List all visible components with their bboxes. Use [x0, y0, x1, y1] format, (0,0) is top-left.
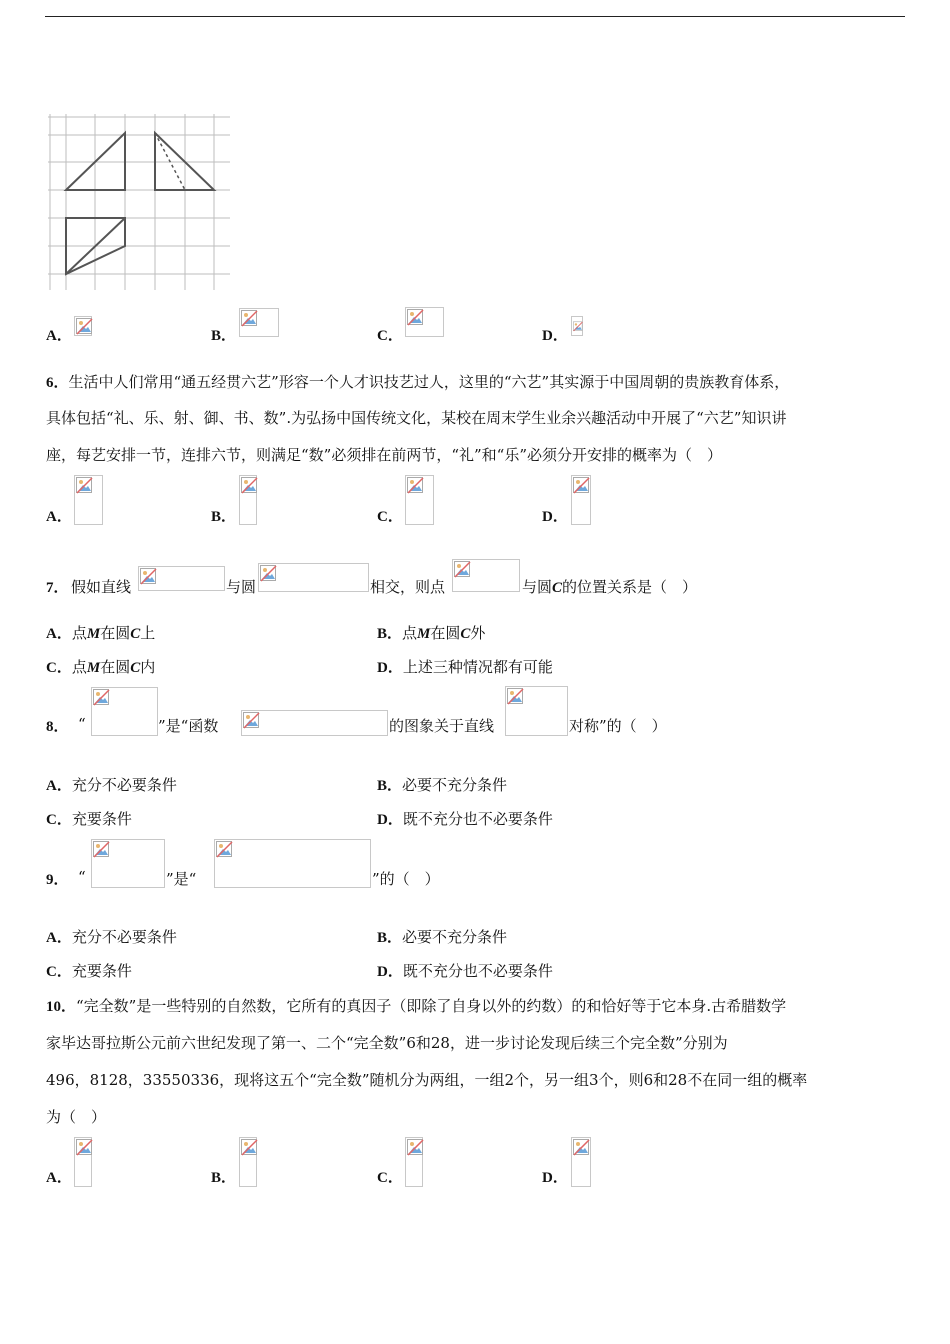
q7-text-3: 相交，则点 [370, 578, 446, 596]
q9-number: 9． [46, 872, 69, 888]
q8-option-b-label: B． [377, 778, 403, 794]
q9-option-d [377, 960, 553, 981]
q7-text-1: 假如直线 [71, 578, 132, 596]
q9-text-1: ”是“ [166, 870, 197, 888]
q7-option-d [377, 656, 553, 677]
q7-line-equation-image [138, 566, 225, 591]
q6-text-1: 生活中人们常用“通五经贯六艺”形容一个人才识技艺过人，这里的“六艺”其实源于中国周朝的贵族教育体系， [68, 373, 790, 391]
q9-option-c-label: C． [46, 964, 72, 980]
q8-option-d-label: D． [377, 812, 403, 828]
q8-option-c [46, 808, 132, 829]
q9-text-2: ”的（ ） [372, 870, 440, 888]
q10-line-2: 家毕达哥拉斯公元前六世纪发现了第一、二个“完全数”6和28，进一步讨论发现后续三个完全数”分别为 [46, 1034, 728, 1052]
broken-image-icon [407, 477, 424, 494]
q7-option-b-label: B． [377, 626, 403, 642]
broken-image-icon [407, 1139, 424, 1156]
q7-option-b-post: 外 [470, 624, 486, 642]
q7-option-c-var-m: M [86, 660, 101, 676]
q7-option-b-var-c: C [460, 626, 471, 642]
q7-option-c-post: 内 [140, 658, 156, 676]
q6-option-c-label: C． [377, 509, 403, 525]
q10-line-4: 为（ ） [46, 1108, 107, 1126]
q9-option-d-text: 既不充分也不必要条件 [402, 962, 553, 980]
q8-open-quote: “ [78, 715, 86, 733]
q7-text-4 [522, 576, 697, 597]
broken-image-icon [76, 1139, 93, 1156]
broken-image-icon [76, 318, 93, 335]
q7-text-2: 与圆 [226, 578, 257, 596]
q6-line-1 [46, 371, 789, 392]
q10-text-1: “完全数”是一些特别的自然数，它所有的真因子（即除了自身以外的约数）的和恰好等于它本身.古希腊数学 [76, 997, 787, 1015]
q9-option-a-text: 充分不必要条件 [71, 928, 177, 946]
q10-number: 10． [46, 999, 77, 1015]
prev-option-a-image [74, 316, 92, 336]
q6-option-b-image [239, 475, 257, 525]
broken-image-icon [241, 1139, 258, 1156]
q7-text-4a: 与圆 [522, 578, 553, 596]
broken-image-icon [216, 841, 233, 858]
q10-option-a-image [74, 1137, 92, 1187]
figure-grid [48, 114, 230, 290]
q8-text-3: 对称”的（ ） [569, 717, 667, 735]
q9-option-c-text: 充要条件 [71, 962, 132, 980]
q8-text-2: 的图象关于直线 [389, 717, 495, 735]
broken-image-icon [140, 568, 157, 585]
q7-option-a [46, 622, 155, 643]
prev-option-d-label: D． [542, 328, 568, 344]
q9-option-a-label: A． [46, 930, 72, 946]
broken-image-icon [573, 1139, 590, 1156]
q6-line-2: 具体包括“礼、乐、射、御、书、数”.为弘扬中国传统文化，某校在周末学生业余兴趣活动中开展了“六艺”知识讲 [46, 409, 787, 427]
prev-option-d-image [571, 316, 583, 336]
q10-option-d-label: D． [542, 1170, 568, 1186]
broken-image-icon [243, 712, 260, 729]
q7-option-c [46, 656, 155, 677]
broken-image-icon [407, 309, 424, 326]
q6-line-3: 座，每艺安排一节，连排六节，则满足“数”必须排在前两节，“礼”和“乐”必须分开安排的概率为（ ） [46, 446, 723, 464]
q8-option-b-text: 必要不充分条件 [402, 776, 508, 794]
broken-image-icon [93, 689, 110, 706]
q7-option-c-mid: 在圆 [100, 658, 131, 676]
q7-option-b-mid: 在圆 [430, 624, 461, 642]
header-rule [45, 16, 905, 17]
q8-line-image [505, 686, 568, 736]
q10-line-1 [46, 995, 786, 1016]
q8-option-c-text: 充要条件 [71, 810, 132, 828]
q7-number: 7． [46, 580, 69, 596]
prev-option-c-label: C． [377, 328, 403, 344]
broken-image-icon [260, 565, 277, 582]
q9-option-b-label: B． [377, 930, 403, 946]
q8-option-d [377, 808, 553, 829]
q7-point-image [452, 559, 520, 592]
q8-option-a-label: A． [46, 778, 72, 794]
q9-option-b [377, 926, 507, 947]
prev-option-b-image [239, 308, 279, 337]
q8-number: 8． [46, 719, 69, 735]
q7-circle-equation-image [258, 563, 369, 592]
q7-option-a-var-m: M [86, 626, 101, 642]
q9-statement-image [214, 839, 371, 888]
broken-image-icon [76, 477, 93, 494]
q8-option-c-label: C． [46, 812, 72, 828]
q6-number: 6． [46, 375, 69, 391]
q8-condition-image [91, 687, 158, 736]
q6-option-a-image [74, 475, 103, 525]
q7-option-b [377, 622, 485, 643]
q6-option-b-label: B． [211, 509, 237, 525]
q7-option-a-mid: 在圆 [100, 624, 131, 642]
q7-option-c-var-c: C [130, 660, 141, 676]
geometry-figure [48, 114, 230, 290]
broken-image-icon [241, 310, 258, 327]
q7-option-a-var-c: C [130, 626, 141, 642]
broken-image-icon [241, 477, 258, 494]
q7-option-b-pre: 点 [402, 624, 418, 642]
q7-option-c-label: C． [46, 660, 72, 676]
q8-function-image [241, 710, 388, 736]
q10-option-b-image [239, 1137, 257, 1187]
q7-var-c: C [552, 580, 563, 596]
broken-image-icon [93, 841, 110, 858]
q6-option-d-image [571, 475, 591, 525]
q7-option-a-post: 上 [140, 624, 156, 642]
q9-option-b-text: 必要不充分条件 [402, 928, 508, 946]
broken-image-icon [573, 318, 583, 335]
q10-option-b-label: B． [211, 1170, 237, 1186]
q7-option-c-pre: 点 [71, 658, 87, 676]
broken-image-icon [454, 561, 471, 578]
q6-option-d-label: D． [542, 509, 568, 525]
q10-option-c-image [405, 1137, 423, 1187]
q10-option-d-image [571, 1137, 591, 1187]
q6-option-a-label: A． [46, 509, 72, 525]
q8-option-b [377, 774, 507, 795]
q7-option-d-label: D． [377, 660, 403, 676]
q10-option-c-label: C． [377, 1170, 403, 1186]
q7-option-d-text: 上述三种情况都有可能 [402, 658, 553, 676]
q8-option-a-text: 充分不必要条件 [71, 776, 177, 794]
q10-line-3: 496，8128，33550336，现将这五个“完全数”随机分为两组，一组2个，另一组3个，则6和28不在同一组的概率 [46, 1071, 808, 1089]
q9-condition-image [91, 839, 165, 888]
q9-option-c [46, 960, 132, 981]
prev-option-c-image [405, 307, 444, 337]
q9-option-a [46, 926, 177, 947]
prev-option-b-label: B． [211, 328, 237, 344]
q7-option-b-var-m: M [417, 626, 431, 642]
q7-option-a-pre: 点 [71, 624, 87, 642]
q9-option-d-label: D． [377, 964, 403, 980]
prev-option-a-label: A． [46, 328, 72, 344]
q9-open-quote: “ [78, 868, 86, 886]
q6-option-c-image [405, 475, 434, 525]
broken-image-icon [573, 477, 590, 494]
q10-option-a-label: A． [46, 1170, 72, 1186]
q8-text-1: ”是“函数 [158, 717, 219, 735]
broken-image-icon [507, 688, 524, 705]
q7-text-5: 的位置关系是（ ） [562, 578, 698, 596]
q7-option-a-label: A． [46, 626, 72, 642]
q8-option-d-text: 既不充分也不必要条件 [402, 810, 553, 828]
q8-option-a [46, 774, 177, 795]
